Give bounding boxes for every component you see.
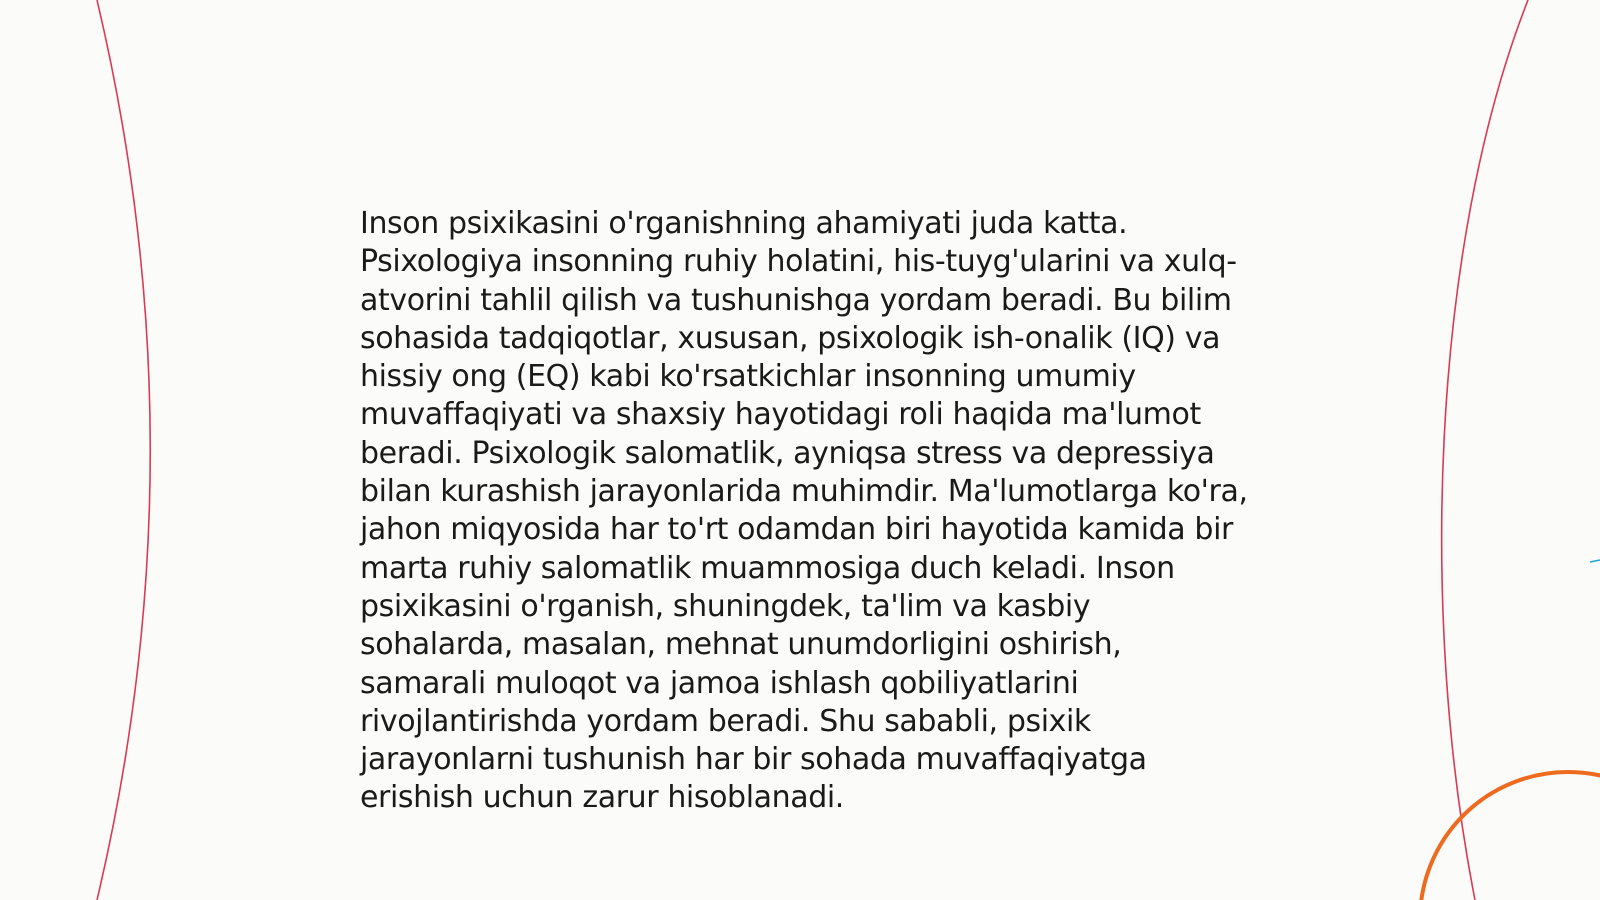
right-curve-line [1442, 0, 1528, 900]
orange-arc [1420, 772, 1600, 900]
teal-accent-mark [1590, 560, 1600, 562]
left-curve-line [97, 0, 150, 900]
body-paragraph: Inson psixikasini o'rganishning ahamiyati juda katta. Psixologiya insonning ruhiy holatini, his-tuyg'ularini va xulq-atvorini tahlil qilish va tushunishga yordam beradi. Bu bilim sohasida tadqiqotlar, xususan, psixologik ish-onalik (IQ) va hissiy ong (EQ) kabi ko'rsatkichlar insonning umumiy muvaffaqiyati va shaxsiy hayotidagi roli haqida ma'lumot beradi. Psixologik salomatlik, ayniqsa stress va depressiya bilan kurashish jarayonlarida muhimdir. Ma'lumotlarga ko'ra, jahon miqyosida har to'rt odamdan biri hayotida kamida bir marta ruhiy salomatlik muammosiga duch keladi. Inson psixikasini o'rganish, shuningdek, ta'lim va kasbiy sohalarda, masalan, mehnat unumdorligini oshirish, samarali muloqot va jamoa ishlash qobiliyatlarini rivojlantirishda yordam beradi. Shu sababli, psixik jarayonlarni tushunish har bir sohada muvaffaqiyatga erishish uchun zarur hisoblanadi. [360, 206, 1248, 816]
